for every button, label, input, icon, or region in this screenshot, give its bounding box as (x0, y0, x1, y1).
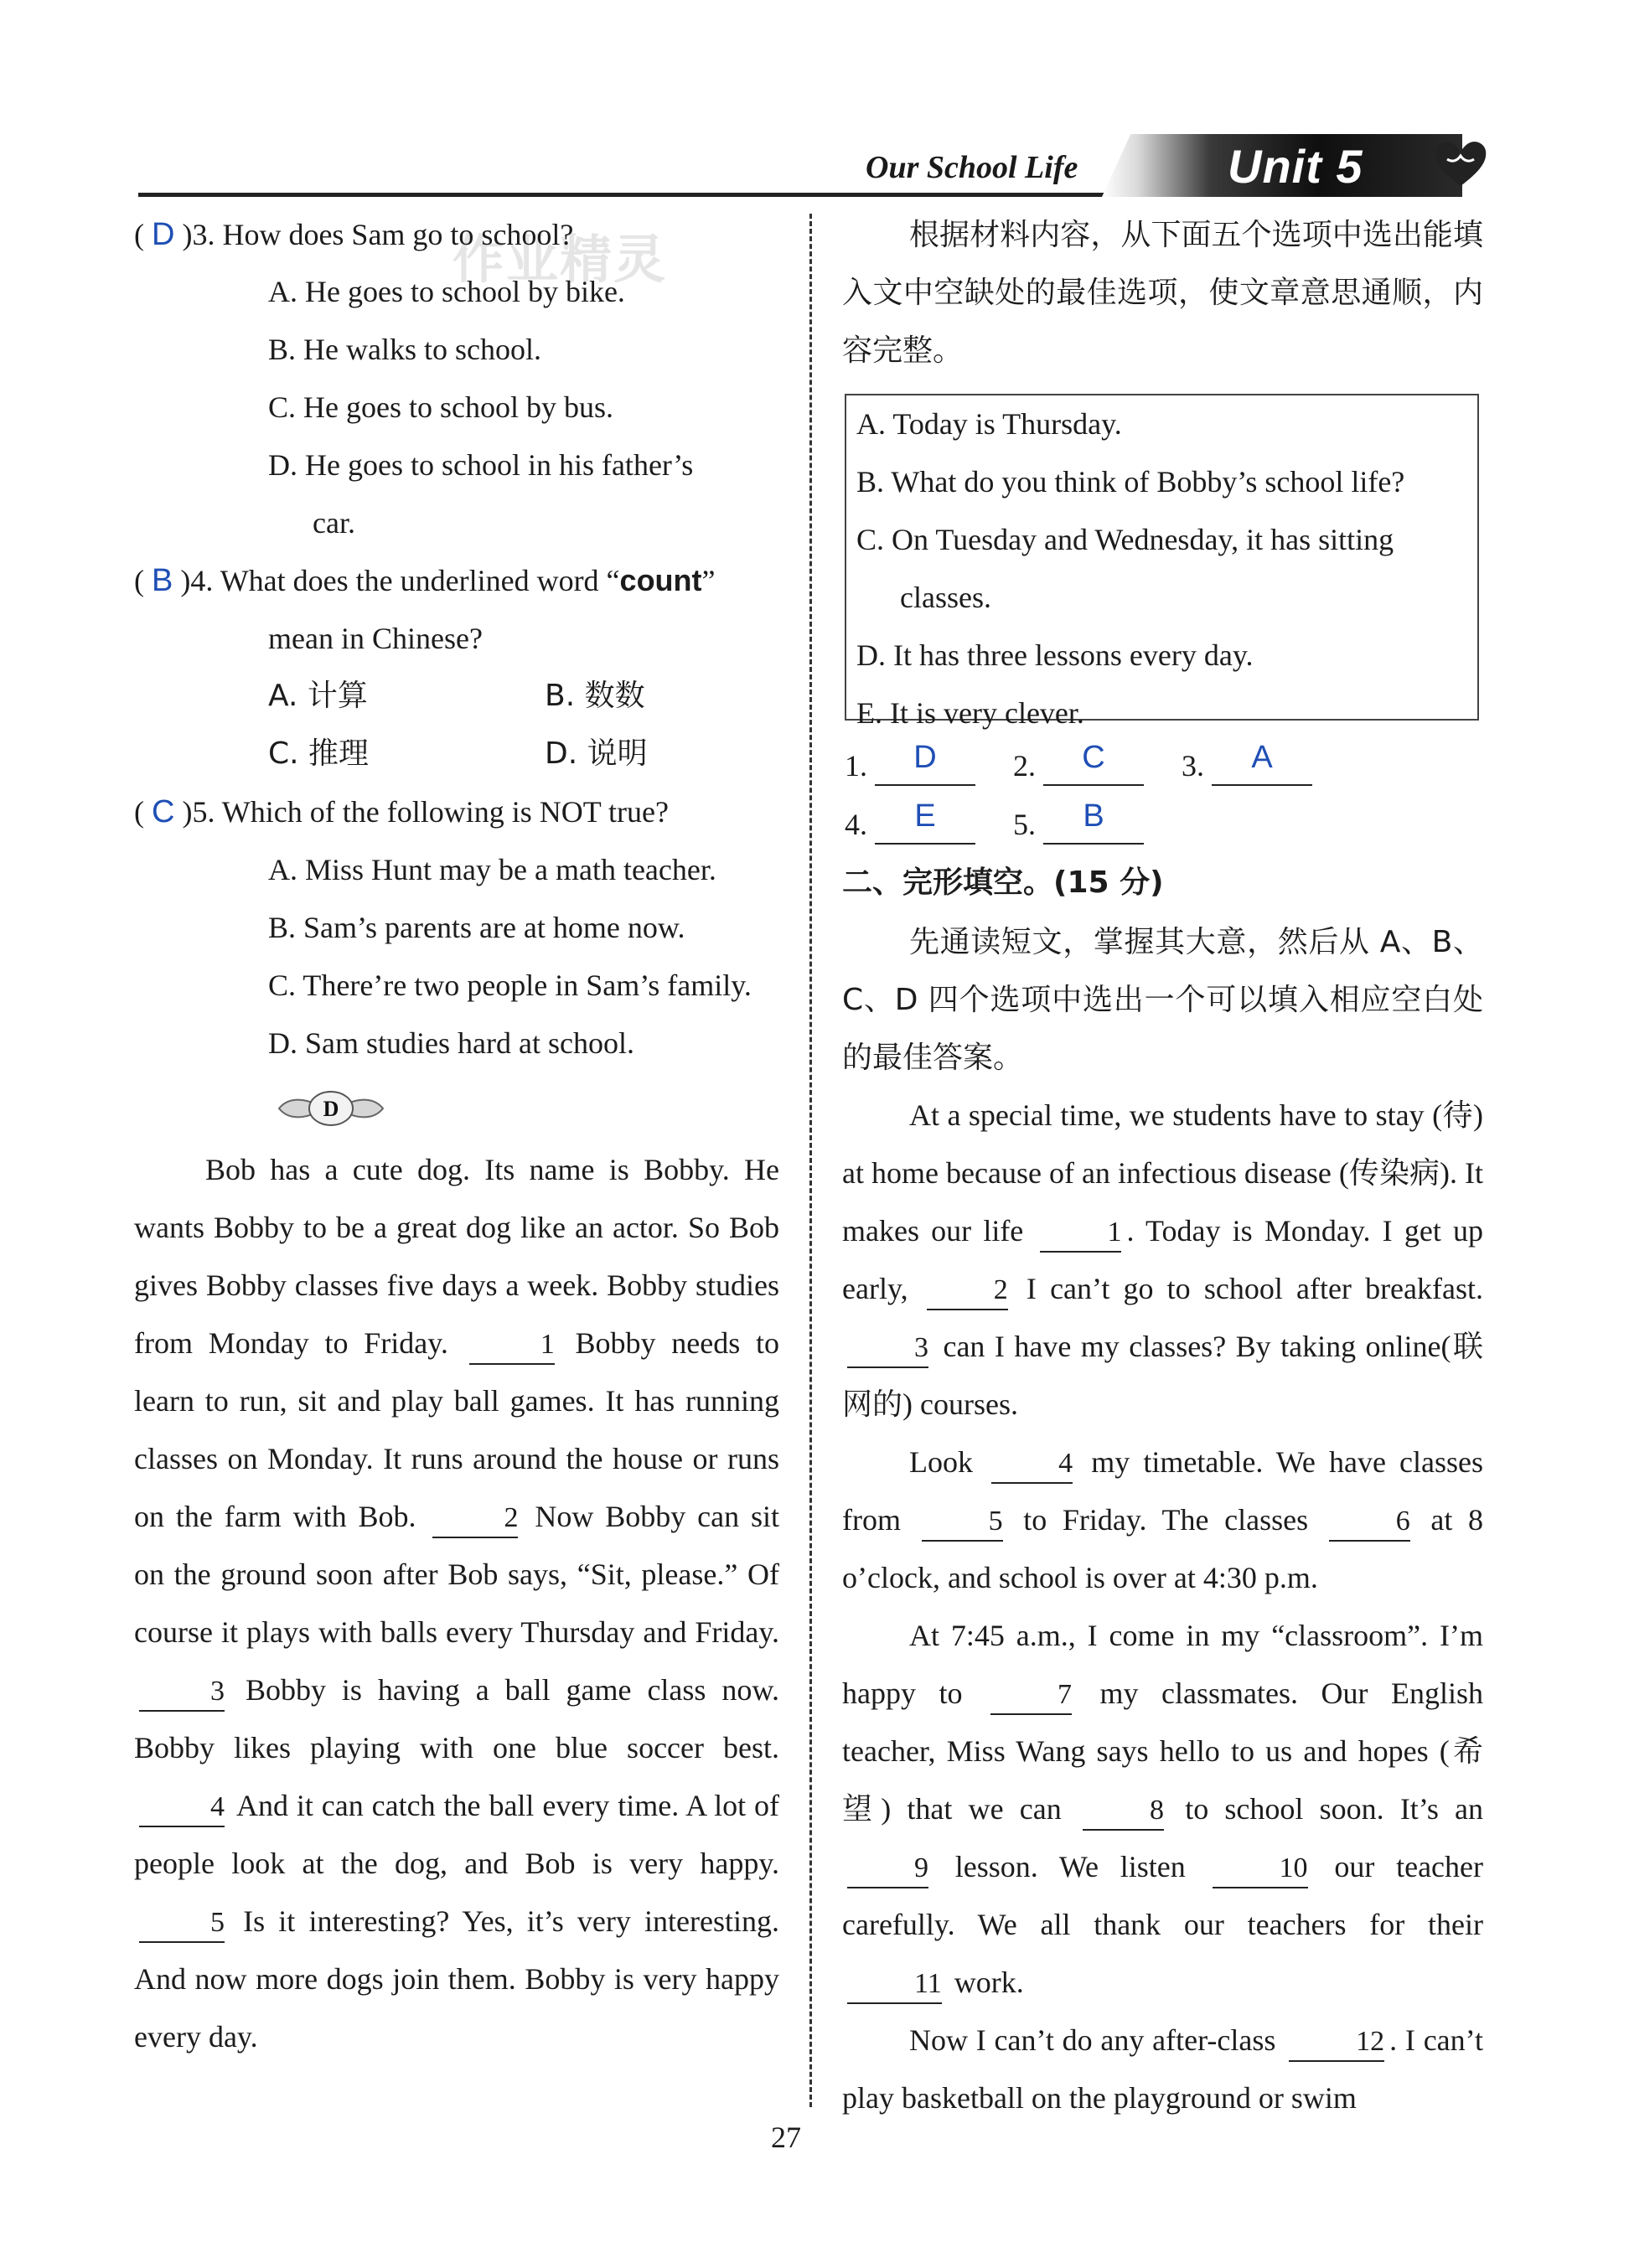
blank-d5[interactable]: 5 (139, 1903, 225, 1943)
cloze-s13: our teacher carefully. We all thank our teachers for their (842, 1850, 1483, 1941)
answer-q4: B (152, 563, 173, 598)
cloze-s2: . Today is Monday. I get up early, (842, 1214, 1484, 1305)
option-d: D. It has three lessons every day. (856, 638, 1254, 672)
answer-blank-1[interactable]: D (875, 747, 975, 786)
passage-p5: And it can catch the ball every time. A lot of people look at the dog, and Bob is very happy. (134, 1789, 780, 1880)
cloze-s6: my timetable. We have classes from (842, 1445, 1484, 1537)
q5-option-b: B. Sam’s parents are at home now. (268, 911, 685, 944)
page-number: 27 (771, 2121, 801, 2154)
cloze-s10: my classmates. Our English teacher, Miss Wang says hello to us and hopes (希望) that we can (842, 1676, 1484, 1826)
option-e: E. It is very clever. (856, 696, 1084, 730)
question-4-line2: mean in Chinese? (268, 622, 483, 655)
q4-option-a: A. 计算 (268, 679, 368, 713)
question-3: ( D )3. How does Sam go to school? (134, 217, 574, 252)
options-box (845, 394, 1479, 730)
reading-passage-d (134, 1141, 779, 2066)
matching-instructions: 根据材料内容，从下面五个选项中选出能填入文中空缺处的最佳选项，使文章意思通顺，内容完整。 (842, 218, 1483, 368)
q3-option-c: C. He goes to school by bus. (268, 390, 613, 424)
blank-d1[interactable]: 1 (469, 1325, 555, 1365)
answer-row-2 (845, 798, 1144, 845)
blank-c7[interactable]: 7 (990, 1675, 1072, 1715)
passage-p3: Now Bobby can sit on the ground soon after Bob says, “Sit, please.” Of course it plays with balls every Thursday and Friday. (134, 1500, 780, 1649)
blank-c8[interactable]: 8 (1083, 1790, 1164, 1831)
blank-d3[interactable]: 3 (139, 1671, 225, 1712)
watermark-text: 作业精灵 (452, 229, 668, 290)
answer-num-2: 2. (1013, 749, 1036, 783)
answer-blank-3[interactable]: A (1212, 747, 1312, 786)
q5-option-c: C. There’re two people in Sam’s family. (268, 969, 752, 1002)
blank-c2[interactable]: 2 (927, 1270, 1008, 1310)
blank-c9[interactable]: 9 (847, 1848, 928, 1888)
passage-p4: Bobby is having a ball game class now. Bobby likes playing with one blue soccer best. (134, 1673, 780, 1764)
blank-c4[interactable]: 4 (991, 1444, 1073, 1484)
q3-option-a: A. He goes to school by bike. (268, 275, 625, 308)
cloze-s11: to school soon. It’s an (1185, 1792, 1484, 1826)
cloze-s5: Look (909, 1445, 973, 1479)
underlined-word: count (619, 563, 702, 597)
answer-num-4: 4. (845, 808, 867, 841)
question-4-stem: )4. What does the underlined word “ (180, 564, 620, 597)
column-divider (809, 214, 812, 2107)
q5-option-a: A. Miss Hunt may be a math teacher. (268, 853, 716, 886)
question-4-quote: ” (701, 564, 716, 597)
cloze-s4: can I have my classes? By taking online(联网的) courses. (842, 1330, 1483, 1421)
blank-c11[interactable]: 11 (847, 1964, 942, 2004)
answer-num-1: 1. (845, 749, 867, 783)
cloze-s1: At a special time, we students have to stay (待) at home because of an infectious disease (传染病). It makes our life (842, 1098, 1483, 1248)
header-rule (138, 193, 1110, 197)
section-d-label: D (323, 1097, 339, 1121)
blank-c6[interactable]: 6 (1329, 1501, 1410, 1542)
q4-option-d: D. 说明 (545, 736, 648, 771)
cloze-instructions: 先通读短文，掌握其大意，然后从 A、B、C、D 四个选项中选出一个可以填入相应空白处的最佳答案。 (842, 925, 1483, 1075)
q3-option-d: D. He goes to school in his father’s (268, 448, 694, 482)
cloze-s7: to Friday. The classes (1023, 1503, 1309, 1537)
page-header (138, 126, 1496, 197)
question-4: ( B )4. What does the underlined word “count” (134, 563, 716, 598)
cloze-s15: Now I can’t do any after-class (909, 2023, 1276, 2057)
cloze-s3: I can’t go to school after breakfast. (1026, 1272, 1483, 1305)
answer-blank-4[interactable]: E (875, 806, 975, 845)
answer-num-5: 5. (1013, 808, 1036, 841)
q4-option-b: B. 数数 (545, 679, 645, 713)
answer-q5: C (152, 794, 175, 829)
question-3-stem: )3. How does Sam go to school? (182, 218, 574, 251)
unit-label: Unit 5 (1228, 140, 1363, 193)
option-c: C. On Tuesday and Wednesday, it has sitting (856, 523, 1394, 556)
blank-c12[interactable]: 12 (1289, 2022, 1384, 2062)
section-title-cloze: 二、完形填空。(15 分) (842, 865, 1164, 900)
q3-option-b: B. He walks to school. (268, 333, 541, 366)
blank-c10[interactable]: 10 (1213, 1848, 1308, 1888)
cloze-s16: . I can’t play basketball on the playground or swim (842, 2023, 1483, 2115)
cloze-passage (842, 1087, 1483, 2127)
option-c-cont: classes. (900, 581, 991, 614)
heart-icon (1432, 137, 1489, 189)
q3-option-d-cont: car. (313, 506, 355, 540)
answer-row-1 (845, 740, 1312, 786)
answer-num-3: 3. (1182, 749, 1204, 783)
blank-c5[interactable]: 5 (922, 1501, 1003, 1542)
q4-option-c: C. 推理 (268, 736, 370, 771)
cloze-s9: At 7:45 a.m., I come in my “classroom”. I’m happy to (842, 1619, 1483, 1710)
option-a: A. Today is Thursday. (856, 407, 1122, 441)
question-5-stem: )5. Which of the following is NOT true? (182, 795, 670, 829)
cloze-s12: lesson. We listen (954, 1850, 1186, 1883)
answer-blank-2[interactable]: C (1043, 747, 1144, 786)
answer-blank-5[interactable]: B (1043, 806, 1144, 845)
option-b: B. What do you think of Bobby’s school life? (856, 465, 1405, 499)
passage-p6: Is it interesting? Yes, it’s very interesting. And now more dogs join them. Bobby is very happy every day. (134, 1904, 780, 2054)
blank-c3[interactable]: 3 (847, 1328, 928, 1368)
blank-c1[interactable]: 1 (1040, 1212, 1121, 1253)
series-title: Our School Life (866, 150, 1078, 185)
section-d-badge (272, 1088, 390, 1129)
blank-d4[interactable]: 4 (139, 1787, 225, 1827)
blank-d2[interactable]: 2 (432, 1498, 518, 1538)
passage-p2: Bobby needs to learn to run, sit and play ball games. It has running classes on Monday. It runs around the house or runs on the farm with Bob. (134, 1326, 780, 1533)
question-5: ( C )5. Which of the following is NOT true? (134, 794, 670, 829)
passage-p1: Bob has a cute dog. Its name is Bobby. He wants Bobby to be a great dog like an actor. So Bob gives Bobby classes five days a week. Bobby studies from Monday to Friday. (134, 1153, 779, 1360)
answer-q3: D (152, 217, 175, 252)
cloze-s8: at 8 o’clock, and school is over at 4:30 p.m. (842, 1503, 1484, 1594)
q5-option-d: D. Sam studies hard at school. (268, 1026, 634, 1060)
cloze-s14: work. (954, 1966, 1024, 1999)
